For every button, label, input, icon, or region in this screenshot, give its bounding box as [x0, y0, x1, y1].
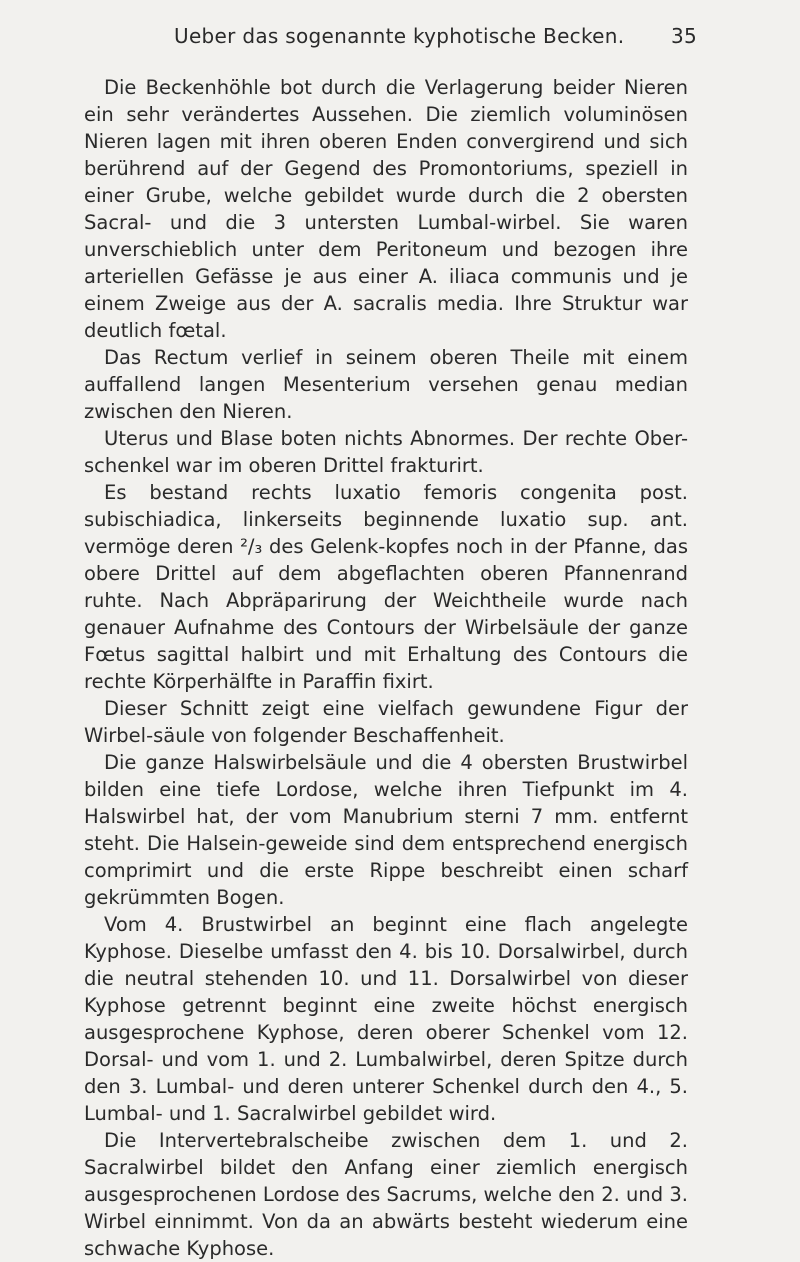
paragraph-6: Die ganze Halswirbelsäule und die 4 obersten Brustwirbel bilden eine tiefe Lordose, welche ihren Tiefpunkt im 4. Halswirbel hat, der vom Manubrium sterni 7 mm. entfernt steht. Die Halsein-geweide sind dem entsprechend energisch comprimirt und die erste Rippe beschreibt einen scharf gekrümmten Bogen. [84, 751, 688, 909]
document-page [84, 24, 697, 1262]
paragraph-4: Es bestand rechts luxatio femoris congenita post. subischiadica, linkerseits beginnende luxatio sup. ant. vermöge deren ²/₃ des Gelenk-kopfes noch in der Pfanne, das obere Drittel auf dem abgeflachten oberen Pfannenrand ruhte. Nach Abpräparirung der Weichtheile wurde nach genauer Aufnahme des Contours der Wirbelsäule der ganze Fœtus sagittal halbirt und mit Erhaltung des Contours die rechte Körperhälfte in Paraffin fixirt. [84, 481, 688, 693]
paragraph-5: Dieser Schnitt zeigt eine vielfach gewundene Figur der Wirbel-säule von folgender Beschaffenheit. [84, 697, 688, 747]
paragraph-3: Uterus und Blase boten nichts Abnormes. Der rechte Ober-schenkel war im oberen Drittel frakturirt. [84, 427, 688, 477]
paragraph-8: Die Intervertebralscheibe zwischen dem 1. und 2. Sacralwirbel bildet den Anfang einer ziemlich energisch ausgesprochenen Lordose des Sacrums, welche den 2. und 3. Wirbel einnimmt. Von da an abwärts besteht wiederum eine schwache Kyphose. [84, 1129, 688, 1260]
body-text [84, 74, 688, 1262]
running-header [84, 24, 697, 56]
header-title: Ueber das sogenannte kyphotische Becken. [174, 24, 625, 48]
page-number: 35 [670, 24, 697, 48]
paragraph-2: Das Rectum verlief in seinem oberen Theile mit einem auffallend langen Mesenterium versehen genau median zwischen den Nieren. [84, 346, 688, 423]
paragraph-1: Die Beckenhöhle bot durch die Verlagerung beider Nieren ein sehr verändertes Aussehen. Die ziemlich voluminösen Nieren lagen mit ihren oberen Enden convergirend und sich berührend auf der Gegend des Promontoriums, speziell in einer Grube, welche gebildet wurde durch die 2 obersten Sacral- und die 3 untersten Lumbal-wirbel. Sie waren unverschieblich unter dem Peritoneum und bezogen ihre arteriellen Gefässe je aus einer A. iliaca communis und je einem Zweige aus der A. sacralis media. Ihre Struktur war deutlich fœtal. [84, 76, 688, 342]
paragraph-7: Vom 4. Brustwirbel an beginnt eine flach angelegte Kyphose. Dieselbe umfasst den 4. bis 10. Dorsalwirbel, durch die neutral stehenden 10. und 11. Dorsalwirbel von dieser Kyphose getrennt beginnt eine zweite höchst energisch ausgesprochene Kyphose, deren oberer Schenkel vom 12. Dorsal- und vom 1. und 2. Lumbalwirbel, deren Spitze durch den 3. Lumbal- und deren unterer Schenkel durch den 4., 5. Lumbal- und 1. Sacralwirbel gebildet wird. [84, 913, 688, 1125]
